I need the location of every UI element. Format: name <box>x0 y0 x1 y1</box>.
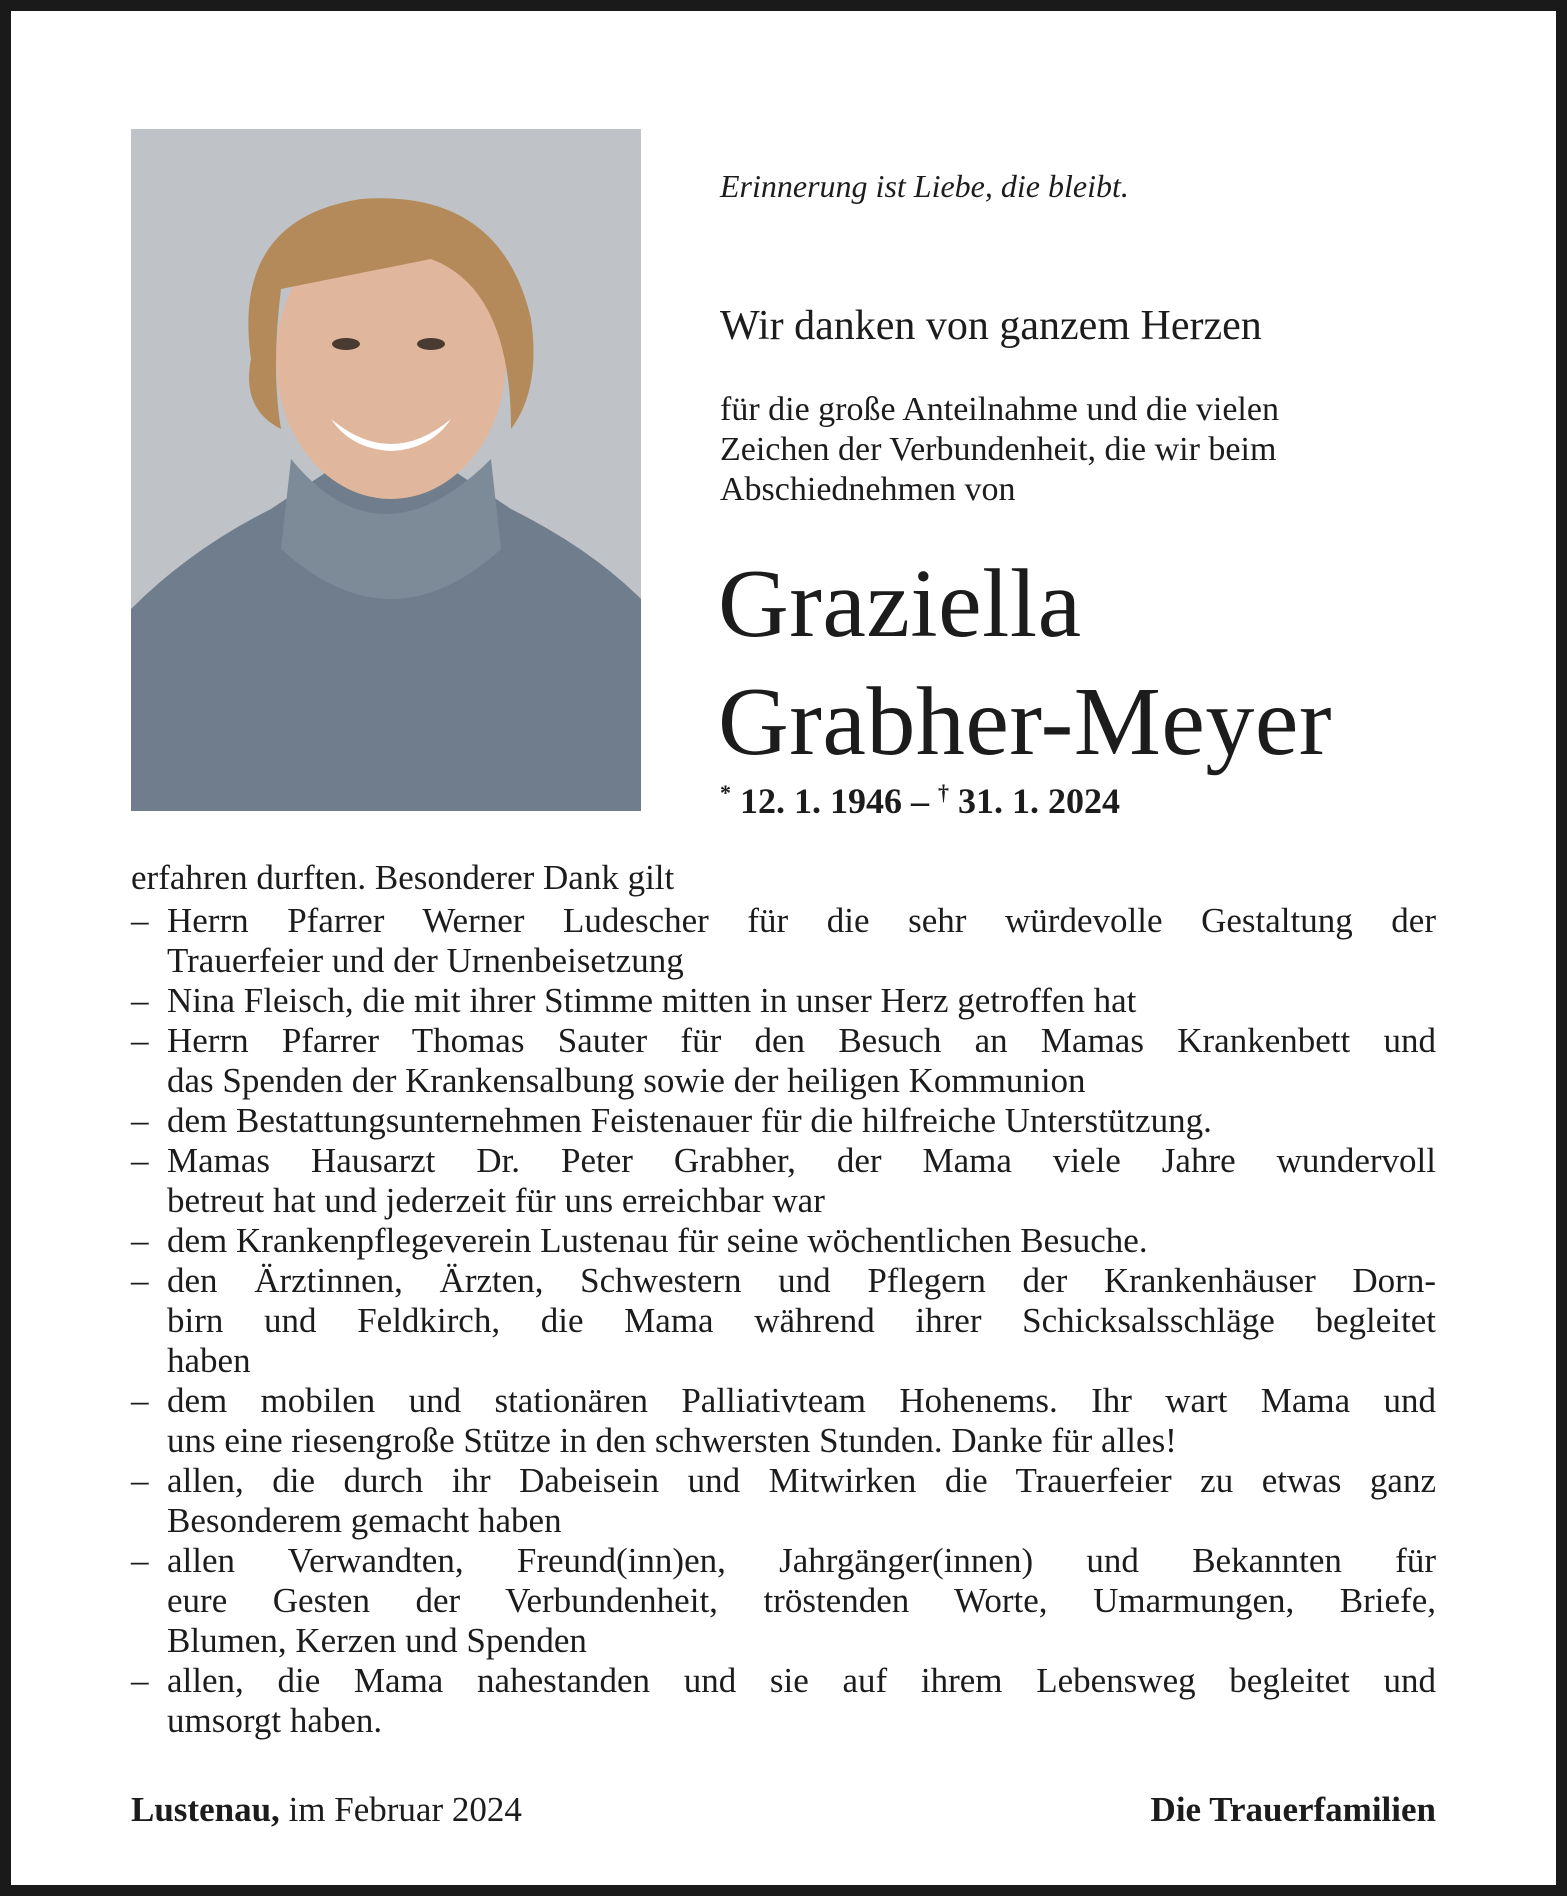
dash: – <box>131 1661 149 1700</box>
dash: – <box>131 1541 149 1580</box>
list-item-line: allen, die Mama nahestanden und sie auf ihrem Lebensweg begleitet und <box>167 1661 1436 1700</box>
list-item-line: Trauerfeier und der Urnenbeisetzung <box>167 941 684 980</box>
list-item-line: allen, die durch ihr Dabeisein und Mitwirken die Trauerfeier zu etwas ganz <box>167 1461 1436 1500</box>
dash: – <box>131 1101 149 1140</box>
dash: – <box>131 901 149 940</box>
dash: – <box>131 1381 149 1420</box>
memorial-quote: Erinnerung ist Liebe, die bleibt. <box>720 168 1129 204</box>
death-date: 31. 1. 2024 <box>958 781 1120 821</box>
dash: – <box>131 1021 149 1060</box>
list-intro: erfahren durften. Besonderer Dank gilt <box>131 858 675 897</box>
list-item-line: eure Gesten der Verbundenheit, tröstenden Worte, Umarmungen, Briefe, <box>167 1581 1436 1620</box>
list-item-line: betreut hat und jederzeit für uns erreichbar war <box>167 1181 825 1220</box>
dash: – <box>131 981 149 1020</box>
list-item-line: den Ärztinnen, Ärzten, Schwestern und Pflegern der Krankenhäuser Dorn- <box>167 1261 1436 1300</box>
list-item <box>131 1461 1436 1541</box>
list-item-line: Herrn Pfarrer Werner Ludescher für die sehr würdevolle Gestaltung der <box>167 901 1436 940</box>
list-item-line: das Spenden der Krankensalbung sowie der heiligen Kommunion <box>167 1061 1086 1100</box>
thanks-paragraph <box>720 390 1279 510</box>
list-item <box>131 1661 1436 1741</box>
thanks-heading: Wir danken von ganzem Herzen <box>720 303 1262 349</box>
thanks-list <box>131 858 1436 1741</box>
death-symbol: † <box>938 780 949 805</box>
list-item <box>131 1261 1436 1381</box>
portrait-photo <box>131 129 641 811</box>
date: im Februar 2024 <box>279 1790 522 1829</box>
list-item-line: dem Bestattungsunternehmen Feistenauer für die hilfreiche Unterstützung. <box>167 1101 1212 1140</box>
deceased-name <box>718 545 1332 781</box>
paragraph-line: Abschiednehmen von <box>720 471 1016 508</box>
list-item <box>131 1541 1436 1661</box>
dash: – <box>131 1461 149 1500</box>
list-item-line: haben <box>167 1341 251 1380</box>
date-separator: – <box>902 781 938 821</box>
last-name: Grabher-Meyer <box>718 668 1332 776</box>
signature: Die Trauerfamilien <box>1150 1790 1436 1829</box>
place: Lustenau, <box>131 1790 280 1829</box>
dash: – <box>131 1221 149 1260</box>
list-item-line: Blumen, Kerzen und Spenden <box>167 1621 587 1660</box>
paragraph-line: für die große Anteilnahme und die vielen <box>720 391 1279 428</box>
list-item-line: dem Krankenpflegeverein Lustenau für seine wöchentlichen Besuche. <box>167 1221 1148 1260</box>
birth-symbol: * <box>720 780 731 805</box>
list-item <box>131 1021 1436 1101</box>
list-item-line: Herrn Pfarrer Thomas Sauter für den Besuch an Mamas Krankenbett und <box>167 1021 1436 1060</box>
list-item-line: uns eine riesengroße Stütze in den schwersten Stunden. Danke für alles! <box>167 1421 1177 1460</box>
list-item <box>131 1221 1436 1261</box>
list-item <box>131 1101 1436 1141</box>
list-item-line: Mamas Hausarzt Dr. Peter Grabher, der Mama viele Jahre wundervoll <box>167 1141 1436 1180</box>
place-date <box>131 1790 522 1830</box>
footer <box>131 1790 1436 1830</box>
birth-date: 12. 1. 1946 <box>740 781 902 821</box>
dash: – <box>131 1261 149 1300</box>
list-item-line: dem mobilen und stationären Palliativteam Hohenems. Ihr wart Mama und <box>167 1381 1436 1420</box>
list-item <box>131 1381 1436 1461</box>
first-name: Graziella <box>718 550 1082 658</box>
list-item-line: Besonderem gemacht haben <box>167 1501 562 1540</box>
life-dates <box>720 780 1120 822</box>
list-item-line: Nina Fleisch, die mit ihrer Stimme mitten in unser Herz getroffen hat <box>167 981 1137 1020</box>
list-item <box>131 981 1436 1021</box>
list-item <box>131 901 1436 981</box>
list-item-line: allen Verwandten, Freund(inn)en, Jahrgänger(innen) und Bekannten für <box>167 1541 1436 1580</box>
list-item-line: umsorgt haben. <box>167 1701 383 1740</box>
dash: – <box>131 1141 149 1180</box>
list-item-line: birn und Feldkirch, die Mama während ihrer Schicksalsschläge begleitet <box>167 1301 1436 1340</box>
paragraph-line: Zeichen der Verbundenheit, die wir beim <box>720 431 1277 468</box>
list-item <box>131 1141 1436 1221</box>
